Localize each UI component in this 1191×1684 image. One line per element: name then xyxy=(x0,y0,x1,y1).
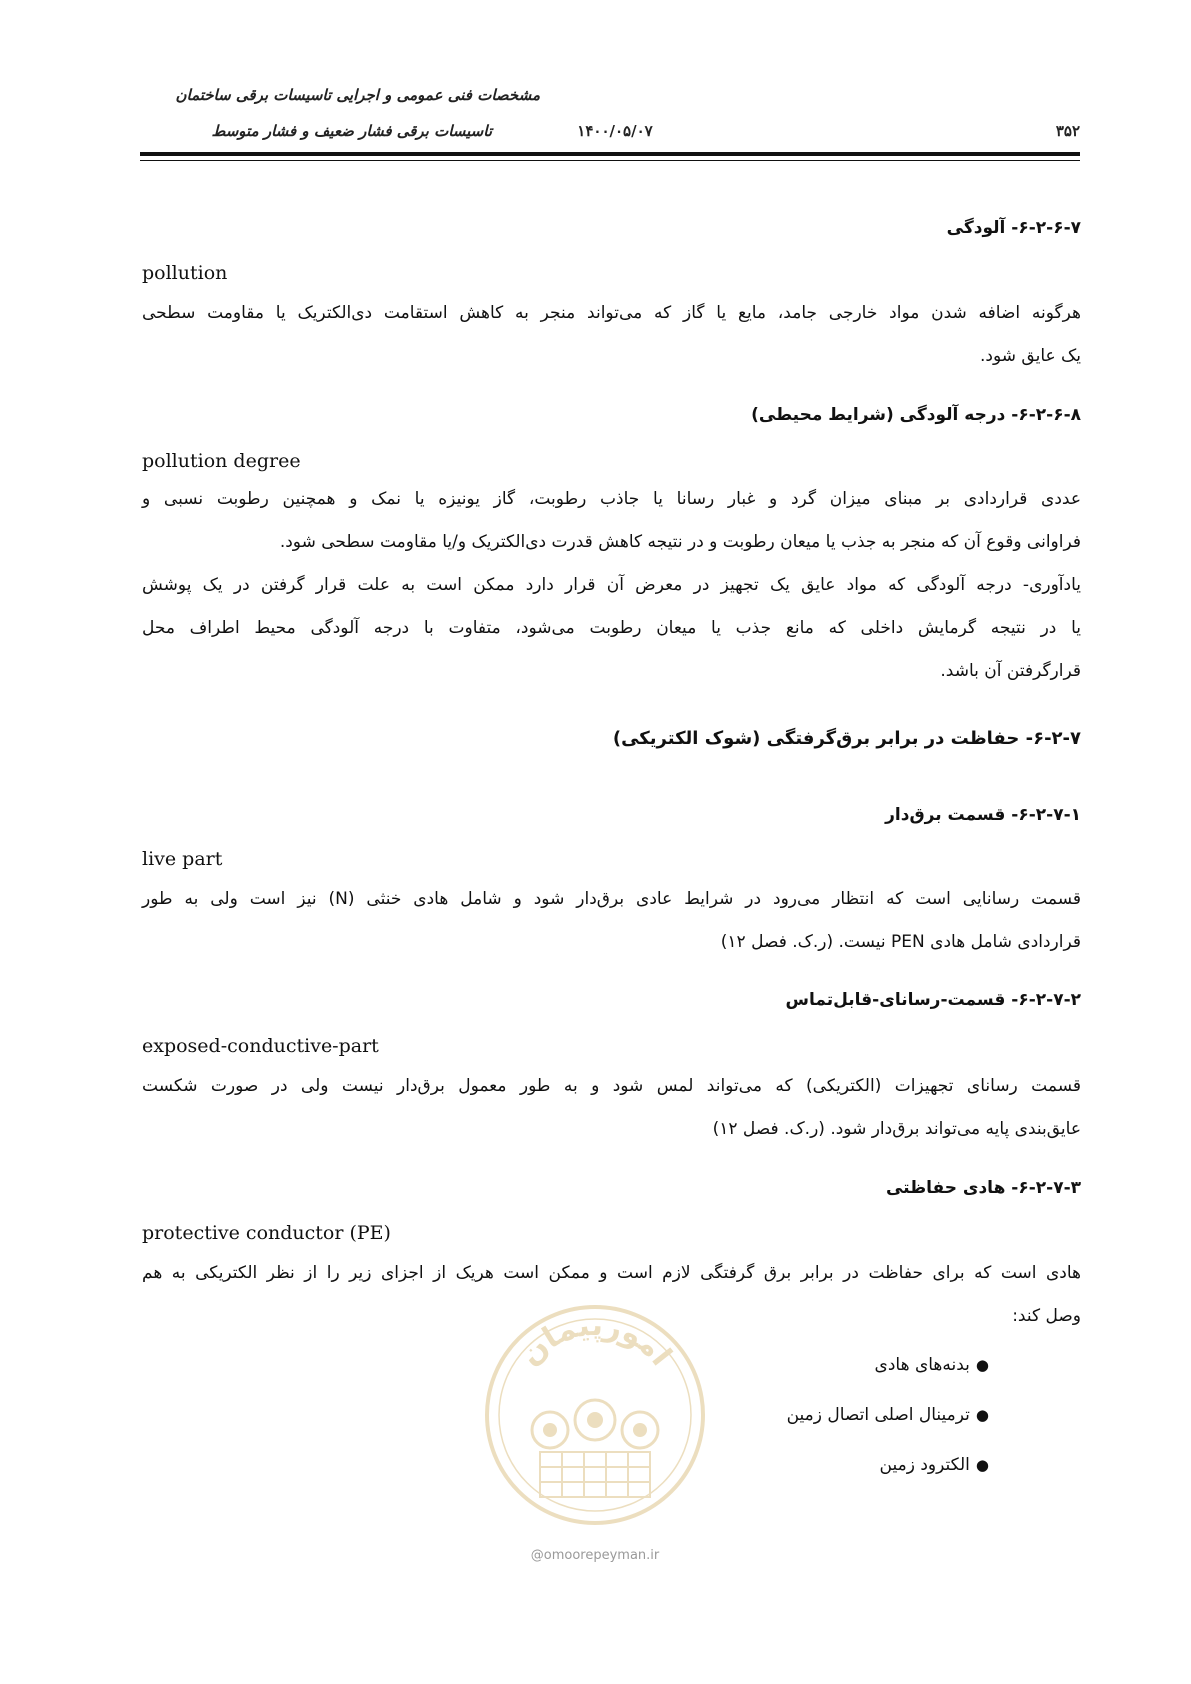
list-item-text: بدنه‌های هادی xyxy=(874,1355,970,1375)
page-number: ۳۵۲ xyxy=(1055,122,1080,140)
watermark-url-text: omoorepeyman.ir xyxy=(543,1548,660,1563)
document-title: مشخصات فنی عمومی و اجرایی تاسیسات برقی ساختمان xyxy=(175,86,540,104)
bullet-icon: ● xyxy=(975,1356,989,1374)
document-subtitle: تاسیسات برقی فشار ضعیف و فشار متوسط xyxy=(211,122,492,140)
bullet-icon: ● xyxy=(975,1456,989,1474)
header-rule-thin xyxy=(140,160,1080,161)
english-term-live-part: live part xyxy=(142,848,223,870)
document-date: ۱۴۰۰/۰۵/۰۷ xyxy=(577,122,653,140)
watermark-url xyxy=(495,1548,695,1563)
paragraph-line: یک عایق شود. xyxy=(980,346,1081,366)
paragraph-line: یا در نتیجه گرمایش داخلی که مانع جذب یا میعان رطوبت می‌شود، متفاوت با درجه آلودگی محیط اطراف محل xyxy=(142,618,1081,638)
section-heading-pollution-degree: ۶-۲-۶-۸- درجه آلودگی (شرایط محیطی) xyxy=(751,405,1081,425)
paragraph-line: هرگونه اضافه شدن مواد خارجی جامد، مایع یا گاز که می‌تواند منجر به کاهش استقامت دی‌الکتریک یا مقاومت سطحی xyxy=(142,303,1081,323)
paragraph-line: هادی است که برای حفاظت در برابر برق گرفتگی لازم است و ممکن است هریک از اجزای زیر را از نظر الکتریکی به هم xyxy=(142,1263,1081,1283)
watermark-logo-icon xyxy=(480,1300,710,1530)
paragraph-line: عایق‌بندی پایه می‌تواند برق‌دار شود. (ر.ک. فصل ۱۲) xyxy=(712,1119,1081,1139)
svg-text:امورپیمان xyxy=(513,1308,678,1373)
english-term-protective-conductor: protective conductor (PE) xyxy=(142,1222,391,1244)
list-item-text: الکترود زمین xyxy=(879,1455,970,1475)
paragraph-line: قسمت رسانایی است که انتظار می‌رود در شرایط عادی برق‌دار شود و شامل هادی خنثی (N) نیز است ولی به طور xyxy=(142,889,1081,909)
paragraph-line: قرارگرفتن آن باشد. xyxy=(940,661,1081,681)
watermark-at-icon: @ xyxy=(530,1548,544,1563)
section-heading-shock-protection: ۶-۲-۷- حفاظت در برابر برق‌گرفتگی (شوک الکتریکی) xyxy=(612,728,1081,749)
paragraph-line: عددی قراردادی بر مبنای میزان گرد و غبار رسانا یا جاذب رطوبت، گاز یونیزه یا نمک و همچنین رطوبت نسبی و xyxy=(142,489,1081,509)
english-term-exposed-conductive-part: exposed-conductive-part xyxy=(142,1035,379,1057)
section-heading-pollution: ۶-۲-۶-۷- آلودگی xyxy=(946,218,1081,238)
bullet-icon: ● xyxy=(975,1406,989,1424)
list-item-text: ترمینال اصلی اتصال زمین xyxy=(786,1405,970,1425)
english-term-pollution: pollution xyxy=(142,262,228,284)
paragraph-line: قراردادی شامل هادی PEN نیست. (ر.ک. فصل ۱۲) xyxy=(720,932,1081,952)
list-item xyxy=(880,1455,989,1475)
watermark-logo-text: امورپیمان xyxy=(512,1307,679,1373)
english-term-pollution-degree: pollution degree xyxy=(142,450,301,472)
paragraph-line: یادآوری- درجه آلودگی که مواد عایق یک تجهیز در معرض آن قرار دارد ممکن است به علت قرار گرفتن در یک پوشش xyxy=(142,575,1081,595)
section-heading-live-part: ۶-۲-۷-۱- قسمت برق‌دار xyxy=(885,805,1081,825)
header-rule-thick xyxy=(140,152,1080,156)
paragraph-line: وصل کند: xyxy=(1012,1306,1081,1326)
paragraph-line: فراوانی وقوع آن که منجر به جذب یا میعان رطوبت و در نتیجه کاهش قدرت دی‌الکتریک و/یا مقاومت سطحی شود. xyxy=(279,532,1081,552)
section-heading-exposed-conductive-part: ۶-۲-۷-۲- قسمت-رسانای-قابل‌تماس xyxy=(785,990,1081,1010)
paragraph-line: قسمت رسانای تجهیزات (الکتریکی) که می‌تواند لمس شود و به طور معمول برق‌دار نیست ولی در صورت شکست xyxy=(142,1076,1081,1096)
list-item xyxy=(787,1405,989,1425)
section-heading-protective-conductor: ۶-۲-۷-۳- هادی حفاظتی xyxy=(885,1178,1081,1198)
list-item xyxy=(875,1355,989,1375)
